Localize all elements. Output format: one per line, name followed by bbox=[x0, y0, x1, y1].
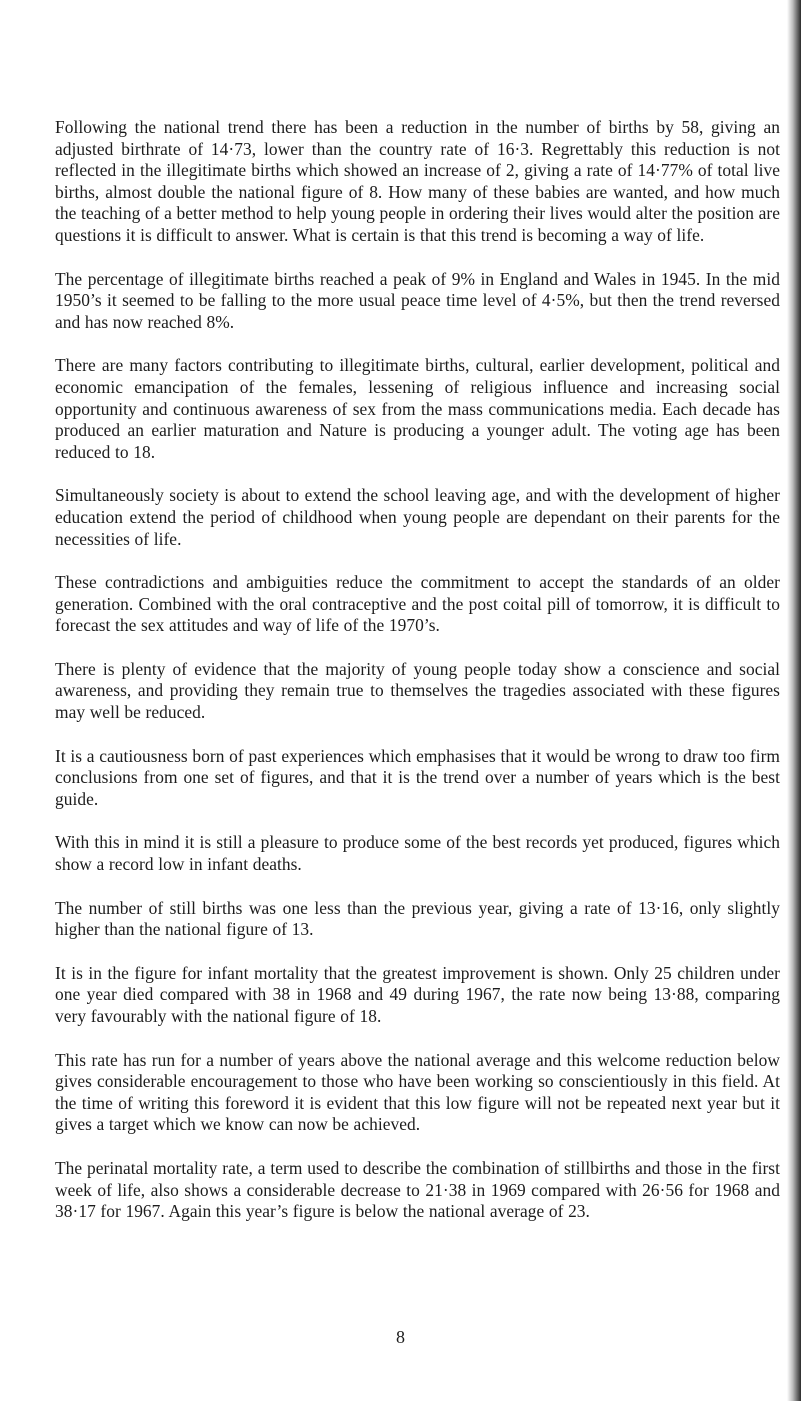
paragraph-national-average: This rate has run for a number of years above the national average and this welcome reduction below gives considerable encouragement to those who have been working so conscientiously in this field. At the time of writing this foreword it is evident that this low figure will not be repeated next year but it gives a target which we know can now be achieved. bbox=[55, 1049, 780, 1135]
paragraph-evidence: There is plenty of evidence that the majority of young people today show a conscience and social awareness, and providing they remain true to themselves the tragedies associated with these figures may well be reduced. bbox=[55, 658, 780, 723]
paragraph-still-births: The number of still births was one less than the previous year, giving a rate of 13·16, only slightly higher than the national figure of 13. bbox=[55, 897, 780, 940]
scan-edge-shadow bbox=[787, 0, 801, 1401]
paragraph-best-records: With this in mind it is still a pleasure to produce some of the best records yet produced, figures which show a record low in infant deaths. bbox=[55, 832, 780, 875]
paragraph-cautiousness: It is a cautiousness born of past experiences which emphasises that it would be wrong to draw too firm conclusions from one set of figures, and that it is the trend over a number of years which is the best guide. bbox=[55, 745, 780, 809]
paragraph-contributing-factors: There are many factors contributing to illegitimate births, cultural, earlier development, political and economic emancipation of the females, lessening of religious influence and increasing social opportunity and continuous awareness of sex from the mass communications media. Each decade has produced an earlier maturation and Nature is producing a younger adult. The voting age has been reduced to 18. bbox=[55, 355, 780, 462]
paragraph-contradictions: These contradictions and ambiguities reduce the commitment to accept the standards of an older generation. Combined with the oral contraceptive and the post coital pill of tomorrow, it is difficult to forecast the sex attitudes and way of life of the 1970’s. bbox=[55, 572, 780, 636]
document-body bbox=[55, 117, 780, 1245]
paragraph-perinatal-mortality: The perinatal mortality rate, a term used to describe the combination of stillbirths and those in the first week of life, also shows a considerable decrease to 21·38 in 1969 compared with 26·56 for 1968 and 38·17 for 1967. Again this year’s figure is below the national average of 23. bbox=[55, 1157, 780, 1222]
paragraph-infant-mortality: It is in the figure for infant mortality that the greatest improvement is shown. Only 25 children under one year died compared with 38 in 1968 and 49 during 1967, the rate now being 13·88, comparing very favourably with the national figure of 18. bbox=[55, 962, 780, 1026]
page-number: 8 bbox=[396, 1327, 405, 1347]
paragraph-illegitimate-peak: The percentage of illegitimate births reached a peak of 9% in England and Wales in 1945. In the mid 1950’s it seemed to be falling to the more usual peace time level of 4·5%, but then the trend reversed and has now reached 8%. bbox=[55, 268, 780, 332]
paragraph-birth-trend: Following the national trend there has been a reduction in the number of births by 58, giving an adjusted birthrate of 14·73, lower than the country rate of 16·3. Regrettably this reduction is not reflected in the illegitimate births which showed an increase of 2, giving a rate of 14·77% of total live births, almost double the national figure of 8. How many of these babies are wanted, and how much the teaching of a better method to help young people in ordering their lives would alter the position are questions it is difficult to answer. What is certain is that this trend is becoming a way of life. bbox=[55, 117, 780, 245]
paragraph-school-leaving-age: Simultaneously society is about to extend the school leaving age, and with the development of higher education extend the period of childhood when young people are dependant on their parents for the necessities of life. bbox=[55, 485, 780, 549]
